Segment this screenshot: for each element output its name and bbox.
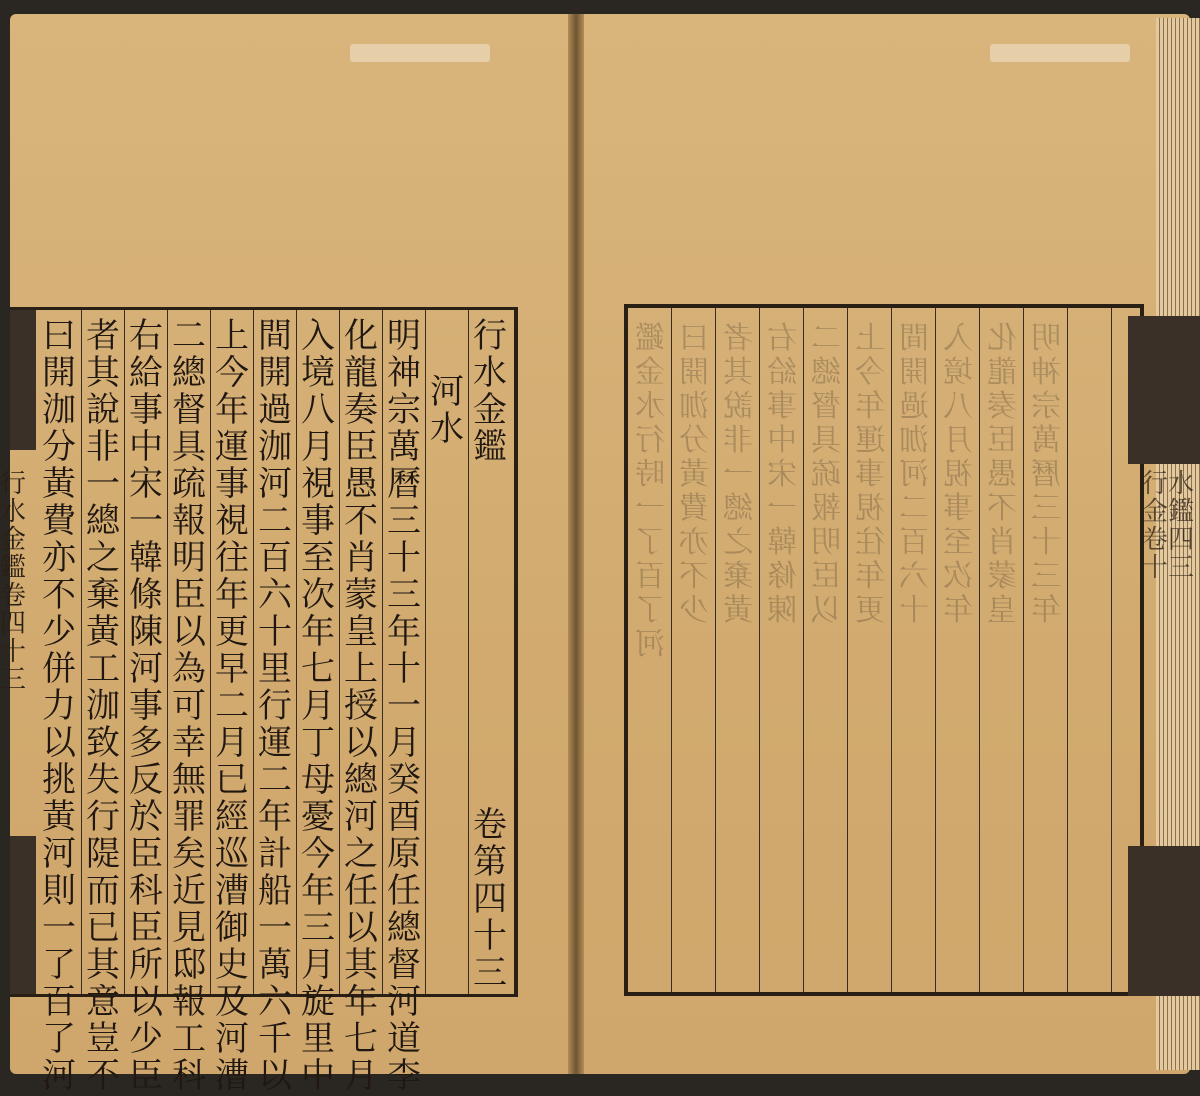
text-column [210, 310, 253, 1096]
column-text: 間開過泇河二百六十里行運二年計船一萬六千以 [258, 316, 292, 1096]
volume-label: 卷第四十三 [473, 805, 507, 993]
text-column [81, 310, 124, 1096]
title-column [468, 310, 514, 994]
bleed-column: 入境八月視事至次年 [936, 308, 980, 992]
text-column [382, 310, 425, 1096]
book-gutter [568, 14, 584, 1074]
text-frame-right [624, 304, 1144, 996]
column-text: 曰開泇分黃費亦不少併力以挑黃河則一了百了河 [42, 316, 76, 1096]
bleed-column: 上今年運事視往年更 [848, 308, 892, 992]
margin-strip [1128, 846, 1200, 996]
bleed-column: 明神宗萬曆三十三年 [1024, 308, 1068, 992]
section-column [425, 310, 468, 994]
bleed-column: 右給事中宋一韓條陳 [760, 308, 804, 992]
column-text: 右給事中宋一韓條陳河事多反於臣科臣所以少臣 [129, 316, 163, 1096]
section-title: 河水 [430, 372, 464, 449]
bleed-column: 者其說非一總之棄黃 [716, 308, 760, 992]
bleed-column: 化龍奏臣愚不肖蒙皇 [980, 308, 1024, 992]
text-column [339, 310, 382, 1096]
bleed-column: 鑑金水行時一了百了河 [628, 308, 672, 992]
text-column [253, 310, 296, 1096]
text-column [296, 310, 339, 1096]
bleed-column: 二總督具疏報明臣以 [804, 308, 848, 992]
column-text: 者其說非一總之棄黃工泇致失行隄而已其意豈不 [86, 316, 120, 1096]
column-text: 化龍奏臣愚不肖蒙皇上授以總河之任以其年七月 [344, 316, 378, 1096]
column-text: 上今年運事視往年更早二月已經巡漕御史及河漕 [215, 316, 249, 1096]
text-column [124, 310, 167, 1096]
tape-mark [990, 44, 1130, 62]
book-title: 行水金鑑 [473, 316, 507, 467]
column-text: 二總督具疏報明臣以為可幸無罪矣近見邸報工科 [172, 316, 206, 1096]
margin-strip [1128, 316, 1200, 464]
margin-label: 行水金鑑卷四十三 [1141, 469, 1194, 583]
column-text: 明神宗萬曆三十三年十一月癸酉原任總督河道李 [387, 316, 421, 1096]
column-text: 入境八月視事至次年七月丁母憂今年三月旋里中 [301, 316, 335, 1096]
bleed-column: 間開過泇河二百六十 [892, 308, 936, 992]
tape-mark [350, 44, 490, 62]
margin-label: 行水金鑑卷四十三 [0, 469, 27, 695]
text-frame-left [10, 307, 518, 1096]
bleed-column [1068, 308, 1112, 992]
text-column [38, 310, 81, 1096]
bleed-column: 曰開泇分黃費亦不少 [672, 308, 716, 992]
text-column [167, 310, 210, 1096]
